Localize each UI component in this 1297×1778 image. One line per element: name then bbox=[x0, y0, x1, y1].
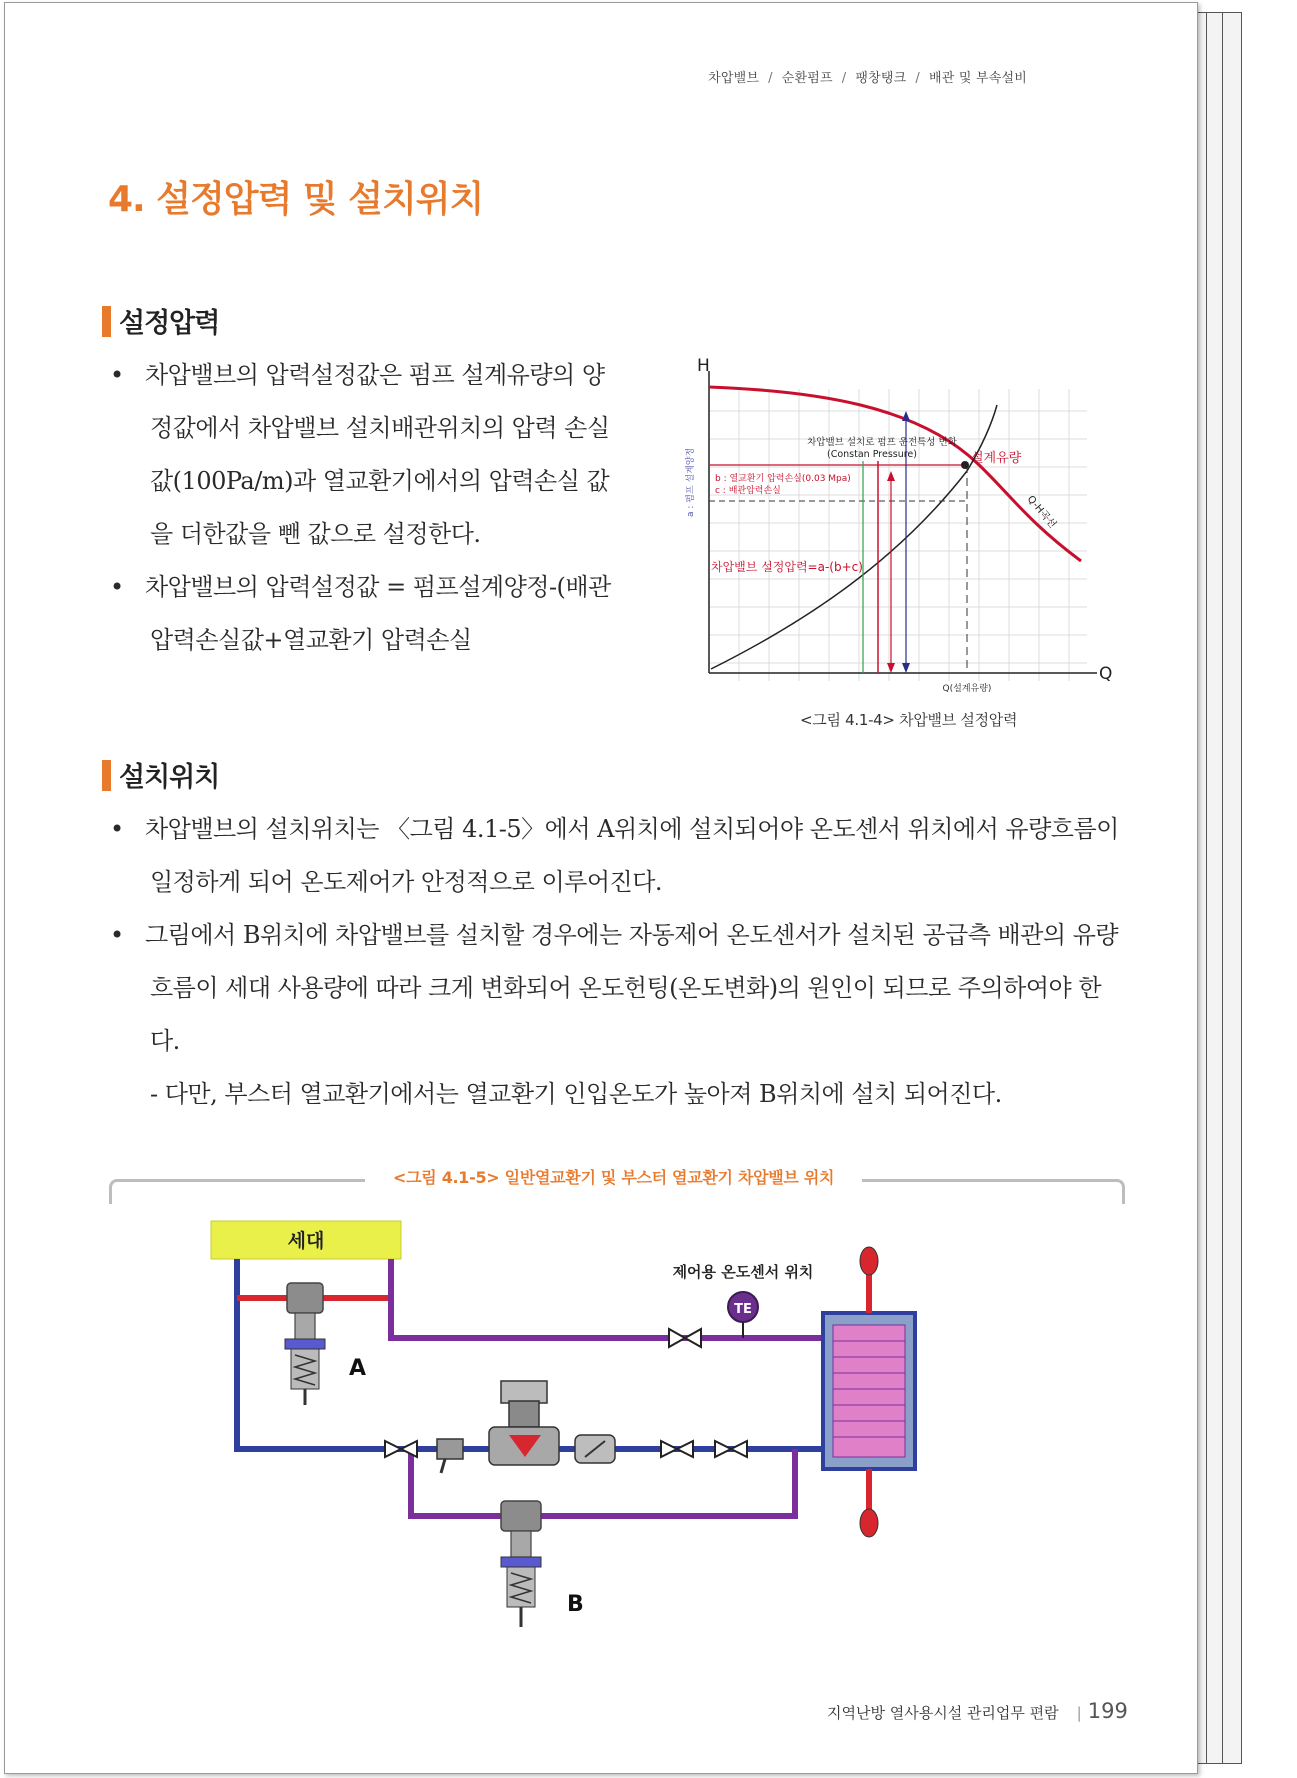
pump-icon[interactable] bbox=[489, 1381, 559, 1465]
valve-gate-1[interactable] bbox=[669, 1329, 701, 1347]
set-pressure-text bbox=[110, 349, 620, 667]
bullet-item: • 차압밸브의 압력설정값은 펌프 설계유량의 양정값에서 차압밸브 설치배관위치의 압력 손실값(100Pa/m)과 열교환기에서의 압력손실 값을 더한값을 뺀 값으로 설정한다. bbox=[110, 361, 610, 548]
figure2-caption: <그림 4.1-5> 일반열교환기 및 부스터 열교환기 차압밸브 위치 bbox=[365, 1165, 862, 1188]
breadcrumb-item[interactable]: 순환펌프 bbox=[781, 71, 833, 86]
book-page bbox=[4, 2, 1198, 1774]
household-label: 세대 bbox=[287, 1230, 325, 1252]
graph-title-2: (Constan Pressure) bbox=[827, 449, 917, 460]
figure1-caption: <그림 4.1-4> 차압밸브 설정압력 bbox=[800, 711, 1018, 729]
y-side-label: a : 펌프 설계양정 bbox=[686, 447, 696, 517]
page-footer: 지역난방 열사용시설 관리업무 편람 | 199 bbox=[827, 1699, 1128, 1723]
label-design-flow: 설계유량 bbox=[971, 451, 1022, 466]
heat-exchanger-icon[interactable] bbox=[823, 1247, 915, 1537]
page-number: 199 bbox=[1087, 1699, 1128, 1723]
bullet-text: 차압밸브의 설치위치는 〈그림 4.1-5〉에서 A위치에 설치되어야 온도센서 위치에서 유량흐름이 일정하게 되어 온도제어가 안정적으로 이루어진다. bbox=[145, 815, 1119, 896]
pump-characteristic-figure bbox=[667, 351, 1127, 706]
label-qh-curve: Q-H곡선 bbox=[1024, 493, 1058, 531]
graph-title-1: 차압밸브 설치로 펌프 운전특성 변화 bbox=[807, 437, 957, 448]
valve-gate-2[interactable] bbox=[385, 1441, 417, 1457]
install-location-text bbox=[110, 803, 1130, 1121]
label-b: B bbox=[567, 1592, 584, 1617]
bullet-item: • 차압밸브의 압력설정값 = 펌프설계양정-(배관압력손실값+열교환기 압력손실 bbox=[110, 573, 611, 654]
valve-gate-3[interactable] bbox=[661, 1441, 693, 1457]
page-stack-edge bbox=[1190, 12, 1260, 1762]
breadcrumb: 차압밸브 / 순환펌프 / 팽창탱크 / 배관 및 부속설비 bbox=[708, 71, 1027, 86]
sensor-label: 제어용 온도센서 위치 bbox=[672, 1263, 814, 1281]
sensor-tag: TE bbox=[734, 1302, 752, 1317]
label-c: c : 배관압력손실 bbox=[715, 486, 781, 496]
piping bbox=[237, 1259, 915, 1516]
subheading-install-location bbox=[102, 755, 219, 794]
note-item: - 다만, 부스터 열교환기에서는 열교환기 인입온도가 높아져 B위치에 설치 되어진다. bbox=[150, 1080, 1002, 1108]
label-q-design: Q(설계유량) bbox=[942, 684, 992, 694]
label-a: A bbox=[349, 1356, 367, 1381]
heading-marker bbox=[102, 306, 111, 337]
design-point bbox=[961, 461, 969, 469]
valve-a[interactable] bbox=[285, 1283, 325, 1405]
subheading-set-pressure bbox=[102, 301, 219, 340]
axis-h-label: H bbox=[697, 356, 710, 376]
label-b: b : 열교환기 압력손실(0.03 Mpa) bbox=[715, 474, 851, 484]
bullet-text: 차압밸브의 압력설정값 = 펌프설계양정-(배관압력손실값+열교환기 압력손실 bbox=[145, 573, 611, 654]
bullet-text: 차압밸브의 압력설정값은 펌프 설계유량의 양정값에서 차압밸브 설치배관위치의 압력 손실값(100Pa/m)과 열교환기에서의 압력손실 값을 더한값을 뺀 값으로 설정한다. bbox=[145, 361, 610, 548]
subheading-text: 설치위치 bbox=[119, 762, 220, 793]
heading-marker bbox=[102, 760, 111, 791]
axis-q-label: Q bbox=[1099, 664, 1113, 684]
footer-title: 지역난방 열사용시설 관리업무 편람 bbox=[827, 1704, 1059, 1722]
label-setpoint: 차압밸브 설정압력=a-(b+c) bbox=[711, 560, 863, 574]
breadcrumb-item[interactable]: 차압밸브 bbox=[708, 71, 760, 86]
check-valve-icon[interactable] bbox=[575, 1435, 615, 1463]
valve-gate-4[interactable] bbox=[715, 1441, 747, 1457]
breadcrumb-item[interactable]: 팽창탱크 bbox=[855, 71, 907, 86]
bullet-text: 그림에서 B위치에 차압밸브를 설치할 경우에는 자동제어 온도센서가 설치된 공급측 배관의 유량 흐름이 세대 사용량에 따라 크게 변화되어 온도헌팅(온도변화)의 원인이 되므로 주의하여야 한다. bbox=[145, 921, 1119, 1055]
valve-b[interactable] bbox=[501, 1501, 541, 1627]
piping-schematic bbox=[205, 1213, 1055, 1643]
strainer-icon[interactable] bbox=[437, 1439, 463, 1473]
subheading-text: 설정압력 bbox=[119, 308, 220, 339]
bullet-item: • 차압밸브의 설치위치는 〈그림 4.1-5〉에서 A위치에 설치되어야 온도센서 위치에서 유량흐름이 일정하게 되어 온도제어가 안정적으로 이루어진다. bbox=[110, 815, 1119, 896]
section-title: 4. 설정압력 및 설치위치 bbox=[108, 179, 484, 220]
breadcrumb-item[interactable]: 배관 및 부속설비 bbox=[929, 71, 1027, 86]
bullet-item: • 그림에서 B위치에 차압밸브를 설치할 경우에는 자동제어 온도센서가 설치된 공급측 배관의 유량 흐름이 세대 사용량에 따라 크게 변화되어 온도헌팅(온도변화)의 원인이 되므로 주의하여야 한다. bbox=[110, 921, 1119, 1055]
